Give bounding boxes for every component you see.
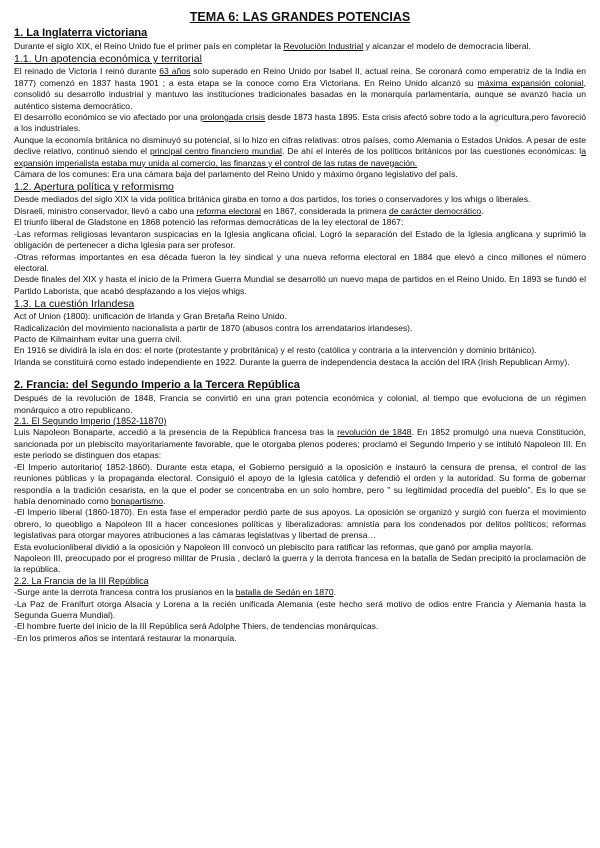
paragraph: -El hombre fuerte del inicio de la III República será Adolphe Thiers, de tendencias monárquicas. xyxy=(14,621,379,632)
paragraph: Luis Napoleon Bonaparte, accedió a la presencia de la República francesa tras la revolución de 1848. En 1852 promulgó una nueva Constitución, sancionada por un plebiscito mayoritariamente favorable, que le otorgaba plenos poderes; proclamó el Segundo Imperio y se intituló Napoleon III. En este periodo se distinguen dos etapas: xyxy=(14,427,587,461)
paragraph: Disraeli, ministro conservador, llevó a cabo una reforma electoral en 1867, considerada la primera de carácter democrático. xyxy=(14,205,484,216)
paragraph: -El Imperio autoritario( 1852-1860). Durante esta etapa, el Gobierno persiguió a la oposición e instauró la censura de prensa, el control de las reuniones públicas y la propaganda electoral. Consiguió el apoyo de la Iglesia católica y defendió el orden y la autoridad. Su forma de gobernar respondía a la tradición cesarista, en la que el poder se concentraba en un solo hombre, pero " su legitimidad procedía del pueblo". Es lo que se había denominado como bonapartismo. xyxy=(14,461,586,506)
paragraph: Cámara de los comunes: Era una cámara baja del parlamento del Reino Unido y máximo órgano legislativo del país. xyxy=(14,169,458,180)
section-heading-2: 2. Francia: del Segundo Imperio a la Tercera República xyxy=(14,379,300,392)
page-title: TEMA 6: LAS GRANDES POTENCIAS xyxy=(189,10,411,24)
subsection-heading-2-1: 2.1. El Segundo Imperio (1852-11870) xyxy=(14,415,167,426)
paragraph: El desarrollo económico se vio afectado por una prolongada crisis desde 1873 hasta 1895. Esta crisis afectó sobre todo a la agricultura,pero favoreció a los industriales. xyxy=(14,112,586,134)
paragraph: Pacto de Kilmainham evitar una guerra civil. xyxy=(14,333,182,344)
subsection-heading-1-2: 1.2. Apertura política y reformismo xyxy=(14,181,174,194)
paragraph: Napoleon III, preocupado por el progreso militar de Prusia , declaró la guerra y la derrota francesa en la batalla de Sedan precipitó la proclamación de la república. xyxy=(14,552,586,575)
section-heading-1: 1. La Inglaterra victoriana xyxy=(14,27,148,39)
subsection-heading-1-3: 1.3. La cuestión Irlandesa xyxy=(14,298,135,311)
paragraph: -Las reformas religiosas levantaron suspicacias en la Iglesia anglicana oficial. Logró la separación del Estado de la Iglesia anglicana y suprimió la obligación de pertenecer a dicha Iglesia para ser profesor. xyxy=(14,228,586,251)
paragraph: Radicalización del movimiento nacionalista a partir de 1870 (abusos contra los arrendatarios irlandeses). xyxy=(14,322,413,333)
paragraph: -Otras reformas importantes en esa década fueron la ley sindical y una nueva reforma electoral en 1884 que elevó a cinco millones el número electoral. xyxy=(14,251,586,273)
paragraph: En 1916 se dividirá la isla en dos: el norte (protestante y probritánica) y el resto (católica y contraria a la intervención y dominio británico). xyxy=(14,345,537,356)
paragraph: El reinado de Victoria I reinó durante 63 años solo superado en Reino Unido por Isabel II, actual reina. Se coronará como emperatriz de la India en 1877) comenzó en 1837 hasta 1901 ; a esta etapa se la conoce como Era Victoriana. En Reino Unido alcanzó su máxima expansión colonial, consolidó su desarrollo industrial y mantuvo las instituciones tradicionales basadas en la monarquía parlamentaria, aunque se avanzó hacia un auténtico sistema democrático. xyxy=(14,66,586,111)
paragraph: -En los primeros años se intentará restaurar la monarquía. xyxy=(14,632,237,643)
subsection-heading-2-2: 2.2. La Francia de la III República xyxy=(14,575,149,586)
paragraph: Esta evolucionliberal dividió a la oposición y Napoleon III convocó un plebiscito para ratificar las reformas, que ganó por amplia mayoría. xyxy=(14,541,534,552)
paragraph: -La Paz de Franlfurt otorga Alsacia y Lorena a la recién unificada Alemania (este hecho será motivo de odios entre Francia y Alemania hasta la Segunda Guerra Mundial). xyxy=(14,598,586,621)
paragraph: Irlanda se constituirá como estado independiente en 1922. Durante la guerra de independencia destaca la acción del IRA (Irish Republican Army). xyxy=(14,356,570,367)
paragraph: -Surge ante la derrota francesa contra los prusianos en la batalla de Sedán en 1870. xyxy=(14,587,337,598)
paragraph: Desde mediados del siglo XIX la vida política británica giraba en torno a dos partidos, los tories o conservadores y los whigs o liberales. xyxy=(14,194,531,205)
section-spacer xyxy=(14,368,586,378)
paragraph: El triunfo liberal de Gladstone en 1868 potenció las reformas democráticas de la ley electoral de 1867: xyxy=(14,217,404,228)
paragraph: Aunque la economía británica no disminuyó su potencial, si lo hizo en cifras relativas: otros países, como Alemania o Estados Unidos. A pesar de este declive relativo, continuó siendo el principal centro financiero mundial. De ahí el interés de los políticos británicos por las cuestiones económicas: la expansión imperialista estaba muy unida al comercio, las finanzas y el control de las rutas de navegación. xyxy=(14,134,586,168)
paragraph: Act of Union (1800): unificación de Irlanda y Gran Bretaña Reino Unido. xyxy=(14,311,287,322)
subsection-heading-1-1: 1.1. Un apotencia económica y territorial xyxy=(14,53,202,66)
paragraph: Durante el siglo XIX, el Reino Unido fue el primer país en completar la Revolución Industrial y alcanzar el modelo de democracia liberal. xyxy=(14,41,531,51)
paragraph: Después de la revolución de 1848, Francia se convirtió en una gran potencia económica y colonial, al tiempo que evoluciona de un régimen monárquico a otro republicano. xyxy=(14,393,586,415)
paragraph: Desde finales del XIX y hasta el inicio de la Primera Guerra Mundial se desarrolló un nuevo mapa de partidos en el Reino Unido. En 1893 se fundó el Partido Laborista, que acabó desplazando a los viejos whigs. xyxy=(14,274,586,296)
paragraph: -El Imperio liberal (1860-1870). En esta fase el emperador perdió parte de sus apoyos. La oposición se organizó y surgió con fuerza el movimiento obrero, lo queobligo a Napoleon III a hacer concesiones políticas y liberalizadoras: amnistía para los condenados por delitos políticos; reformas legislativas para otorgar mayores atribuciones a las cámaras legislativas y libertad de prensa… xyxy=(14,507,586,541)
